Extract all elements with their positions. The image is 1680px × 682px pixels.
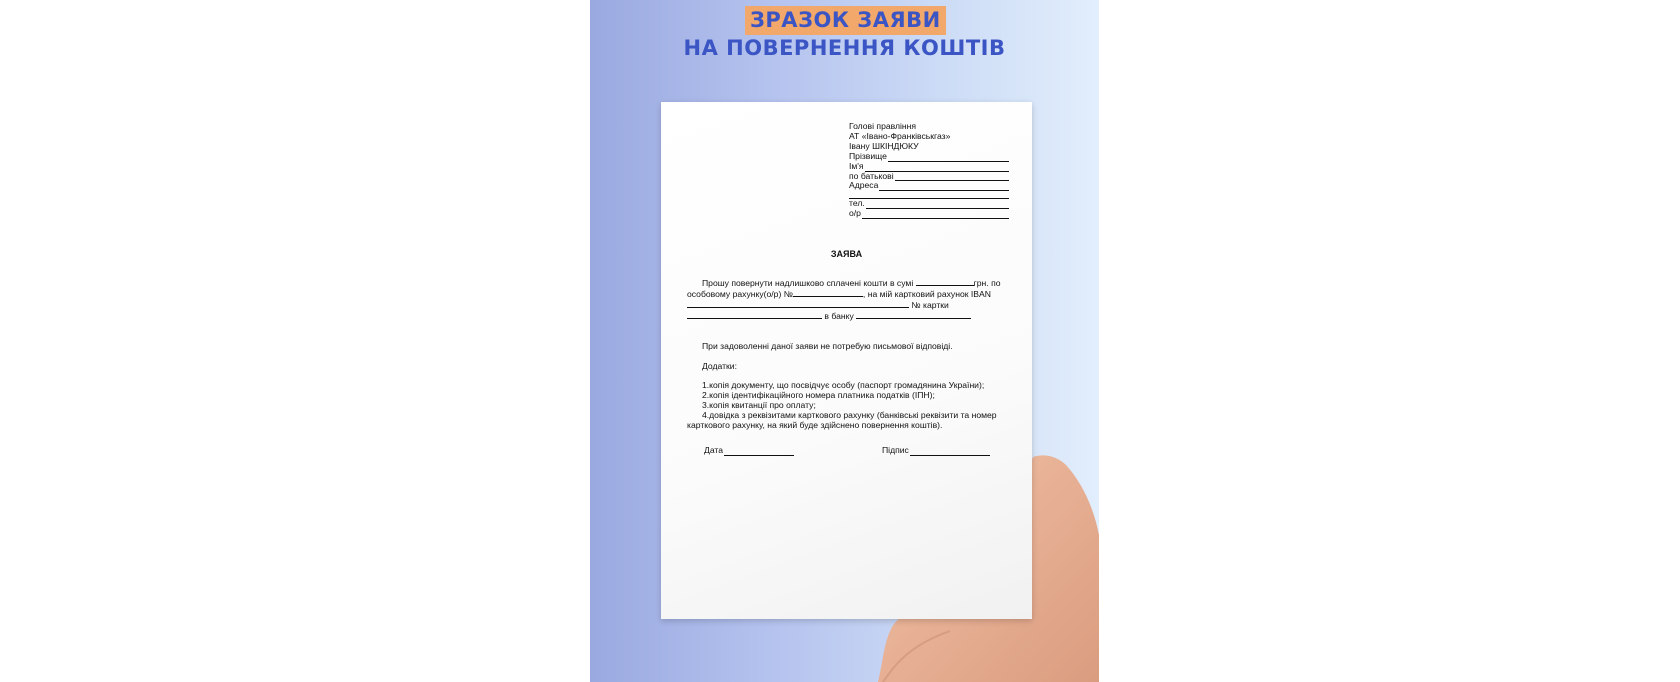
attachment-item: 1.копія документу, що посвідчує особу (паспорт громадянина України); <box>702 380 985 391</box>
patronymic-field: по батькові <box>849 172 1009 182</box>
account-field: о/р <box>849 209 1009 219</box>
request-paragraph: Прошу повернути надлишково сплачені кошти в сумі грн. по особовому рахунку(о/р) № , на мій картковий рахунок IBAN № картки в банку <box>687 278 1001 321</box>
attachments-list <box>687 381 1013 431</box>
no-reply-statement: При задоволенні даної заяви не потребую письмової відповіді. <box>702 340 953 351</box>
addressee-block <box>849 122 1009 219</box>
surname-field: Прізвище <box>849 152 1009 162</box>
signature-field: Підпис <box>882 446 990 456</box>
addressee-line: Івану ШКІНДЮКУ <box>849 140 919 151</box>
attachment-item-continuation: карткового рахунку, на який буде здійснено повернення коштів). <box>687 420 943 431</box>
phone-field: тел. <box>849 199 1009 209</box>
headline-highlighted: ЗРАЗОК ЗАЯВИ <box>745 6 946 35</box>
attachments-label: Додатки: <box>702 360 737 371</box>
headline-subtitle: НА ПОВЕРНЕННЯ КОШТІВ <box>683 36 1006 60</box>
document-body <box>687 278 1013 431</box>
application-form-sheet <box>661 102 1032 619</box>
name-field: Ім'я <box>849 162 1009 172</box>
addressee-line: АТ «Івано-Франківськгаз» <box>849 130 951 141</box>
poster <box>590 0 1099 682</box>
address-field: Адреса <box>849 181 1009 191</box>
attachment-item: 4.довідка з реквізитами карткового рахунку (банківські реквізити та номер <box>702 410 997 421</box>
addressee-line: Голові правління <box>849 121 917 131</box>
address-continuation-line <box>849 191 1009 199</box>
attachment-item: 2.копія ідентифікаційного номера платника податків (ІПН); <box>702 390 935 401</box>
attachment-item: 3.копія квитанції про оплату; <box>702 400 816 411</box>
document-title: ЗАЯВА <box>830 249 863 259</box>
date-field: Дата <box>704 446 794 456</box>
